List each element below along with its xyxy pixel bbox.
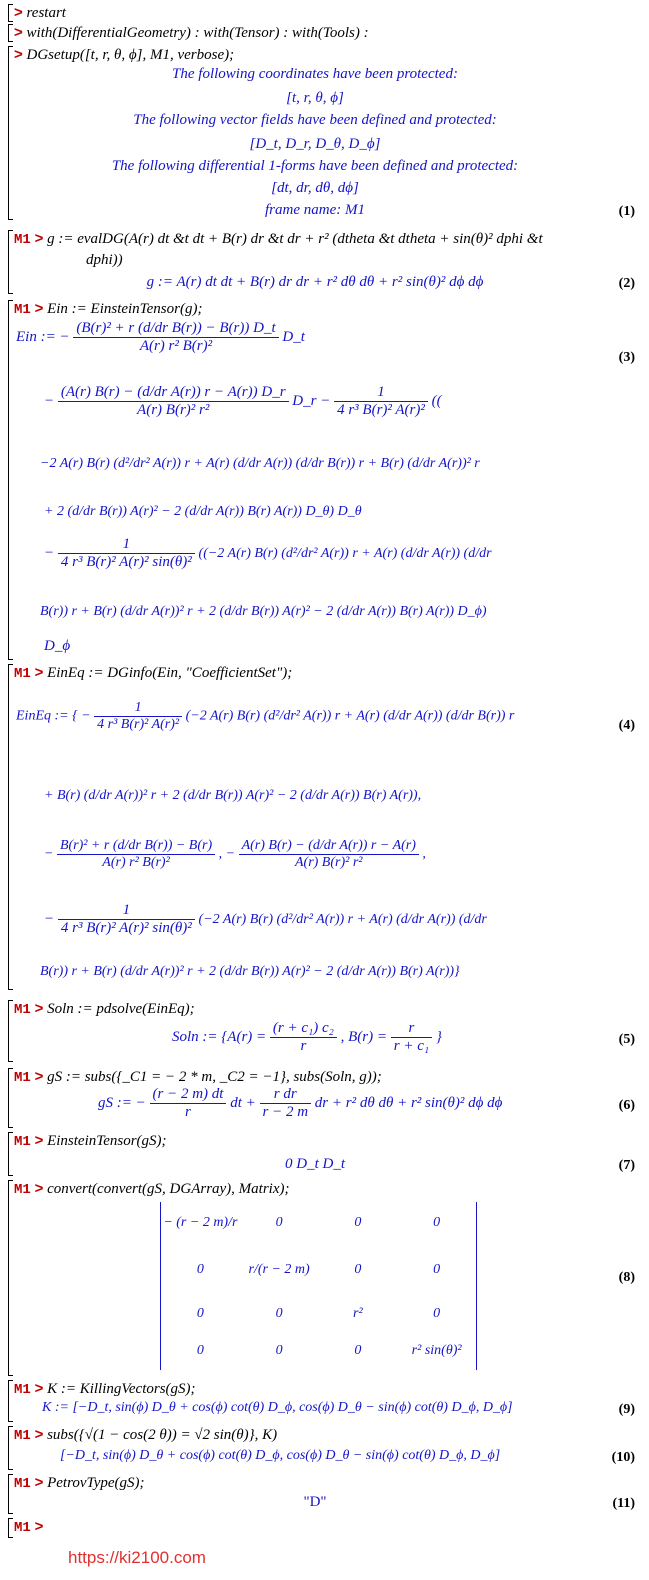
context-label: M1 bbox=[14, 1182, 31, 1198]
input-line[interactable] bbox=[14, 230, 543, 248]
matrix-cell: 0 bbox=[275, 1215, 283, 1230]
fraction bbox=[391, 1020, 432, 1055]
exec-group-killing[interactable] bbox=[0, 1380, 649, 1422]
output-text: [dt, dr, dθ, dϕ] bbox=[271, 180, 359, 196]
equation-label: (11) bbox=[612, 1496, 635, 1511]
context-label: M1 bbox=[14, 1428, 31, 1444]
output-eineq-line3: − $\frac{\text{B(r)² + r (d/dr B(r)) − B(r)}}{\text{A(r) r² B(r)²}}$ , − $\frac{\text{A(r) B(r) − (d/dr A(r)) r − A(r)}}{\text{A(r) B(r)² r²}}$ , bbox=[44, 838, 426, 870]
numerator: 1 bbox=[122, 902, 131, 918]
group-bracket[interactable] bbox=[8, 300, 13, 660]
equation-label: (3) bbox=[618, 350, 635, 365]
numerator: 1 bbox=[377, 384, 385, 400]
fraction bbox=[58, 902, 195, 937]
group-bracket[interactable] bbox=[8, 4, 13, 22]
context-label: M1 bbox=[14, 1134, 31, 1150]
numerator: B(r)² + r (d/dr B(r)) − B(r) bbox=[59, 838, 213, 853]
fraction bbox=[150, 1086, 227, 1121]
denominator: 4 r³ B(r)² A(r)² bbox=[94, 716, 182, 733]
group-bracket[interactable] bbox=[8, 230, 13, 294]
output-matrix bbox=[160, 1202, 477, 1370]
output-ein-line4: + 2 (d/dr B(r)) A(r)² − 2 (d/dr A(r)) B(r) A(r)) D_θ) D_θ bbox=[44, 504, 362, 519]
matrix-row bbox=[161, 1202, 476, 1244]
matrix-row bbox=[161, 1332, 476, 1370]
input-line[interactable] bbox=[86, 252, 123, 269]
output-ein-line5: − $\frac{1}{\text{4 r³ B(r)² A(r)² sin(θ)²}}$ ((−2 A(r) B(r) (d²/dr² A(r)) r + A(r) (d/dr A(r)) (d/dr bbox=[44, 536, 492, 570]
output-metric: g := A(r) dt dt + B(r) dr dr + r² dθ dθ + r² sin(θ)² dϕ dϕ bbox=[146, 274, 484, 290]
output-eineq-line4: − $\frac{1}{\text{4 r³ B(r)² A(r)² sin(θ)²}}$ (−2 A(r) B(r) (d²/dr² A(r)) r + A(r) (d/dr A(r)) (d/dr bbox=[44, 902, 487, 936]
equation-label: (9) bbox=[618, 1402, 635, 1417]
context-label: M1 bbox=[14, 1002, 31, 1018]
exec-group-soln[interactable] bbox=[0, 1000, 649, 1062]
ein-l2-tail: D_r − bbox=[292, 392, 331, 409]
eineq-lhs: EinEq := { bbox=[16, 708, 78, 724]
gs-mid: dt + bbox=[230, 1094, 256, 1111]
group-bracket[interactable] bbox=[8, 664, 13, 990]
eineq-l4-tail: (−2 A(r) B(r) (d²/dr² A(r)) r + A(r) (d/dr A(r)) (d/dr bbox=[198, 911, 487, 927]
matrix-cell: r² sin(θ)² bbox=[411, 1343, 462, 1358]
input-with[interactable]: with(DifferentialGeometry) : with(Tensor) : with(Tools) : bbox=[26, 25, 369, 41]
output-soln bbox=[172, 1020, 442, 1055]
matrix-cell: 0 bbox=[354, 1262, 362, 1277]
equation-label: (5) bbox=[618, 1032, 635, 1047]
prompt-symbol: > bbox=[34, 230, 44, 247]
fraction bbox=[58, 384, 289, 419]
output-ein-line7: D_ϕ bbox=[44, 638, 71, 654]
exec-group-convert[interactable] bbox=[0, 1180, 649, 1376]
input-einstein[interactable]: Ein := EinsteinTensor(g); bbox=[47, 301, 203, 317]
numerator: A(r) B(r) − (d/dr A(r)) r − A(r) bbox=[241, 838, 416, 853]
input-line[interactable] bbox=[14, 300, 202, 318]
matrix-cell: 0 bbox=[433, 1306, 441, 1321]
exec-group-einstein[interactable] bbox=[0, 300, 649, 660]
group-bracket[interactable] bbox=[8, 1426, 13, 1470]
matrix-cell: 0 bbox=[196, 1343, 204, 1358]
input-line[interactable] bbox=[14, 1132, 167, 1150]
prompt-symbol: > bbox=[34, 1380, 44, 1397]
input-line[interactable] bbox=[14, 46, 234, 64]
denominator: A(r) r² B(r)² bbox=[57, 854, 215, 871]
equation-label: (10) bbox=[611, 1450, 635, 1465]
input-soln[interactable]: Soln := pdsolve(EinEq); bbox=[47, 1001, 195, 1017]
prompt-symbol: > bbox=[34, 1068, 44, 1085]
fraction bbox=[239, 838, 419, 871]
prompt-symbol: > bbox=[14, 4, 23, 21]
matrix-row bbox=[161, 1296, 476, 1332]
input-line[interactable] bbox=[14, 664, 292, 682]
denominator: A(r) B(r)² r² bbox=[239, 854, 419, 871]
context-label: M1 bbox=[14, 232, 31, 248]
input-subs[interactable]: subs({√(1 − cos(2 θ)) = √2 sin(θ)}, K) bbox=[47, 1427, 278, 1443]
numerator: r bbox=[408, 1020, 415, 1036]
input-restart[interactable]: restart bbox=[26, 5, 66, 21]
input-line[interactable] bbox=[14, 1518, 43, 1536]
matrix-cell: r/(r − 2 m) bbox=[248, 1262, 310, 1277]
prompt-symbol: > bbox=[14, 46, 23, 63]
denominator: A(r) B(r)² r² bbox=[58, 401, 289, 419]
output-killing: K := [−D_t, sin(ϕ) D_θ + cos(ϕ) cot(θ) D_ϕ, cos(ϕ) D_θ − sin(ϕ) cot(θ) D_ϕ, D_ϕ] bbox=[42, 1400, 513, 1415]
output-eineq-line2: + B(r) (d/dr A(r))² r + 2 (d/dr B(r)) A(r)² − 2 (d/dr A(r)) B(r) A(r)), bbox=[44, 788, 422, 803]
output-text: [D_t, D_r, D_θ, D_ϕ] bbox=[249, 136, 381, 152]
input-line[interactable] bbox=[14, 1426, 277, 1444]
numerator: 1 bbox=[134, 700, 142, 715]
ein-l2-end: (( bbox=[431, 392, 442, 409]
matrix-cell: r² bbox=[353, 1306, 363, 1321]
group-bracket[interactable] bbox=[8, 1132, 13, 1176]
exec-group-subs[interactable] bbox=[0, 1426, 649, 1470]
watermark-text: https://ki2100.com bbox=[68, 1548, 206, 1567]
exec-group-eineq[interactable] bbox=[0, 664, 649, 990]
equation-label: (8) bbox=[618, 1270, 635, 1285]
fraction bbox=[94, 700, 182, 733]
input-einstein-gs[interactable]: EinsteinTensor(gS); bbox=[47, 1133, 167, 1149]
context-label: M1 bbox=[14, 1070, 31, 1086]
prompt-symbol: > bbox=[34, 1474, 44, 1491]
exec-group-petrov[interactable] bbox=[0, 1474, 649, 1514]
matrix-cell: 0 bbox=[433, 1215, 441, 1230]
denominator: 4 r³ B(r)² A(r)² bbox=[334, 401, 428, 419]
matrix-cell: − (r − 2 m)/r bbox=[163, 1215, 238, 1230]
ein-l5-tail: ((−2 A(r) B(r) (d²/dr² A(r)) r + A(r) (d/dr A(r)) (d/dr bbox=[198, 545, 492, 561]
group-bracket[interactable] bbox=[8, 1474, 13, 1514]
equation-label: (2) bbox=[618, 276, 635, 291]
prompt-symbol: > bbox=[34, 1518, 44, 1535]
input-metric-cont[interactable]: dphi)) bbox=[86, 252, 123, 268]
output-einstein-gs: 0 D_t D_t bbox=[285, 1156, 345, 1172]
group-bracket[interactable] bbox=[8, 1068, 13, 1128]
exec-group-restart[interactable] bbox=[0, 4, 649, 22]
output-gs bbox=[98, 1086, 502, 1121]
group-bracket[interactable] bbox=[8, 1380, 13, 1422]
matrix-cell: 0 bbox=[196, 1306, 204, 1321]
equation-label: (4) bbox=[618, 718, 635, 733]
input-killing[interactable]: K := KillingVectors(gS); bbox=[47, 1381, 196, 1397]
prompt-symbol: > bbox=[34, 664, 44, 681]
output-petrov: "D" bbox=[303, 1494, 327, 1510]
exec-group-empty[interactable] bbox=[0, 1518, 649, 1538]
output-text: The following coordinates have been protected: bbox=[172, 66, 458, 82]
output-ein-line2: − $\frac{\text{(A(r) B(r) − (d/dr A(r)) r − A(r)) D\_r}}{\text{A(r) B(r)² r²}}$ D_r − $\frac{1}{\text{4 r³ B(r)² A(r)²}}$ (( bbox=[44, 384, 442, 418]
input-line[interactable] bbox=[14, 4, 66, 22]
denominator: 4 r³ B(r)² A(r)² sin(θ)² bbox=[58, 553, 195, 571]
input-convert[interactable]: convert(convert(gS, DGArray), Matrix); bbox=[47, 1181, 290, 1197]
gs-tail: dr + r² dθ dθ + r² sin(θ)² dϕ dϕ bbox=[314, 1094, 503, 1111]
matrix-cell: 0 bbox=[275, 1306, 283, 1321]
output-eineq-line1: EinEq := { − $\frac{1}{\text{4 r³ B(r)² A(r)²}}$ (−2 A(r) B(r) (d²/dr² A(r)) r + A(r) (d/dr A(r)) (d/dr B(r)) r bbox=[16, 700, 515, 732]
output-ein-line1 bbox=[16, 320, 305, 355]
matrix-cell: 0 bbox=[275, 1343, 283, 1358]
output-eineq-line5: B(r)) r + B(r) (d/dr A(r))² r + 2 (d/dr B(r)) A(r)² − 2 (d/dr A(r)) B(r) A(r))} bbox=[40, 964, 460, 979]
input-line[interactable] bbox=[14, 1380, 196, 1398]
input-line[interactable] bbox=[14, 1474, 145, 1492]
denominator: r bbox=[150, 1103, 227, 1121]
matrix-cell: 0 bbox=[354, 1343, 362, 1358]
exec-group-with[interactable] bbox=[0, 24, 649, 42]
equation-label: (1) bbox=[618, 204, 635, 219]
denominator: r + c₁ bbox=[391, 1037, 432, 1055]
eineq-l1-tail: (−2 A(r) B(r) (d²/dr² A(r)) r + A(r) (d/dr A(r)) (d/dr B(r)) r bbox=[185, 708, 515, 724]
prompt-symbol: > bbox=[14, 24, 23, 41]
fraction bbox=[334, 384, 428, 419]
matrix-row bbox=[161, 1244, 476, 1296]
gs-lhs: gS := − bbox=[98, 1094, 146, 1111]
fraction bbox=[270, 1020, 337, 1055]
group-bracket[interactable] bbox=[8, 46, 13, 220]
prompt-symbol: > bbox=[34, 1426, 44, 1443]
exec-group-einstein-gs[interactable] bbox=[0, 1132, 649, 1176]
denominator: A(r) r² B(r)² bbox=[73, 337, 278, 355]
equation-label: (7) bbox=[618, 1158, 635, 1173]
context-label: M1 bbox=[14, 302, 31, 318]
group-bracket[interactable] bbox=[8, 1000, 13, 1062]
matrix-cell: 0 bbox=[354, 1215, 362, 1230]
input-line[interactable] bbox=[14, 1068, 382, 1086]
prompt-symbol: > bbox=[34, 300, 44, 317]
denominator: r − 2 m bbox=[260, 1103, 312, 1121]
group-bracket[interactable] bbox=[8, 1180, 13, 1376]
ein-l1-tail: D_t bbox=[282, 328, 305, 345]
denominator: 4 r³ B(r)² A(r)² sin(θ)² bbox=[58, 919, 195, 937]
fraction bbox=[260, 1086, 312, 1121]
fraction bbox=[58, 536, 195, 571]
numerator: r dr bbox=[273, 1086, 297, 1102]
input-line[interactable] bbox=[14, 1180, 290, 1198]
exec-group-metric[interactable] bbox=[0, 230, 649, 294]
output-text: The following differential 1-forms have been defined and protected: bbox=[111, 158, 519, 174]
soln-lhs: Soln := {A(r) = bbox=[172, 1028, 267, 1045]
fraction bbox=[73, 320, 278, 355]
input-eineq[interactable]: EinEq := DGinfo(Ein, "CoefficientSet"); bbox=[47, 665, 293, 681]
input-petrov[interactable]: PetrovType(gS); bbox=[47, 1475, 145, 1491]
input-line[interactable] bbox=[14, 1000, 195, 1018]
prompt-symbol: > bbox=[34, 1000, 44, 1017]
input-metric[interactable]: g := evalDG(A(r) dt &t dt + B(r) dr &t dr + r² (dtheta &t dtheta + sin(θ)² dphi &t bbox=[47, 231, 543, 247]
context-label: M1 bbox=[14, 1520, 31, 1536]
input-setup[interactable]: DGsetup([t, r, θ, ϕ], M1, verbose); bbox=[26, 47, 235, 63]
ein-lhs: Ein := − bbox=[16, 328, 70, 345]
exec-group-setup[interactable] bbox=[0, 46, 649, 220]
context-label: M1 bbox=[14, 1476, 31, 1492]
denominator: r bbox=[270, 1037, 337, 1055]
soln-mid: , B(r) = bbox=[340, 1028, 387, 1045]
group-bracket[interactable] bbox=[8, 1518, 13, 1538]
context-label: M1 bbox=[14, 666, 31, 682]
numerator: (B(r)² + r (d/dr B(r)) − B(r)) D_t bbox=[76, 320, 276, 336]
numerator: 1 bbox=[122, 536, 131, 552]
matrix-cell: 0 bbox=[196, 1262, 204, 1277]
numerator: (r + c₁) c₂ bbox=[272, 1020, 334, 1036]
context-label: M1 bbox=[14, 1382, 31, 1398]
equation-label: (6) bbox=[618, 1098, 635, 1113]
output-text: frame name: M1 bbox=[265, 202, 365, 218]
numerator: (A(r) B(r) − (d/dr A(r)) r − A(r)) D_r bbox=[60, 384, 286, 400]
input-line[interactable] bbox=[14, 24, 369, 42]
output-text: [t, r, θ, ϕ] bbox=[286, 90, 344, 106]
output-ein-line3: −2 A(r) B(r) (d²/dr² A(r)) r + A(r) (d/dr A(r)) (d/dr B(r)) r + B(r) (d/dr A(r))² r bbox=[40, 456, 480, 471]
numerator: (r − 2 m) dt bbox=[152, 1086, 224, 1102]
output-subs: [−D_t, sin(ϕ) D_θ + cos(ϕ) cot(θ) D_ϕ, cos(ϕ) D_θ − sin(ϕ) cot(θ) D_ϕ, D_ϕ] bbox=[60, 1448, 501, 1463]
output-text: The following vector fields have been defined and protected: bbox=[133, 112, 497, 128]
prompt-symbol: > bbox=[34, 1180, 44, 1197]
soln-end: } bbox=[435, 1028, 442, 1045]
matrix-cell: 0 bbox=[433, 1262, 441, 1277]
input-gs[interactable]: gS := subs({_C1 = − 2 * m, _C2 = −1}, subs(Soln, g)); bbox=[47, 1069, 382, 1085]
output-ein-line6: B(r)) r + B(r) (d/dr A(r))² r + 2 (d/dr B(r)) A(r)² − 2 (d/dr A(r)) B(r) A(r)) D_ϕ) bbox=[40, 604, 487, 619]
prompt-symbol: > bbox=[34, 1132, 44, 1149]
group-bracket[interactable] bbox=[8, 24, 13, 42]
exec-group-gs[interactable] bbox=[0, 1068, 649, 1128]
fraction bbox=[57, 838, 215, 871]
